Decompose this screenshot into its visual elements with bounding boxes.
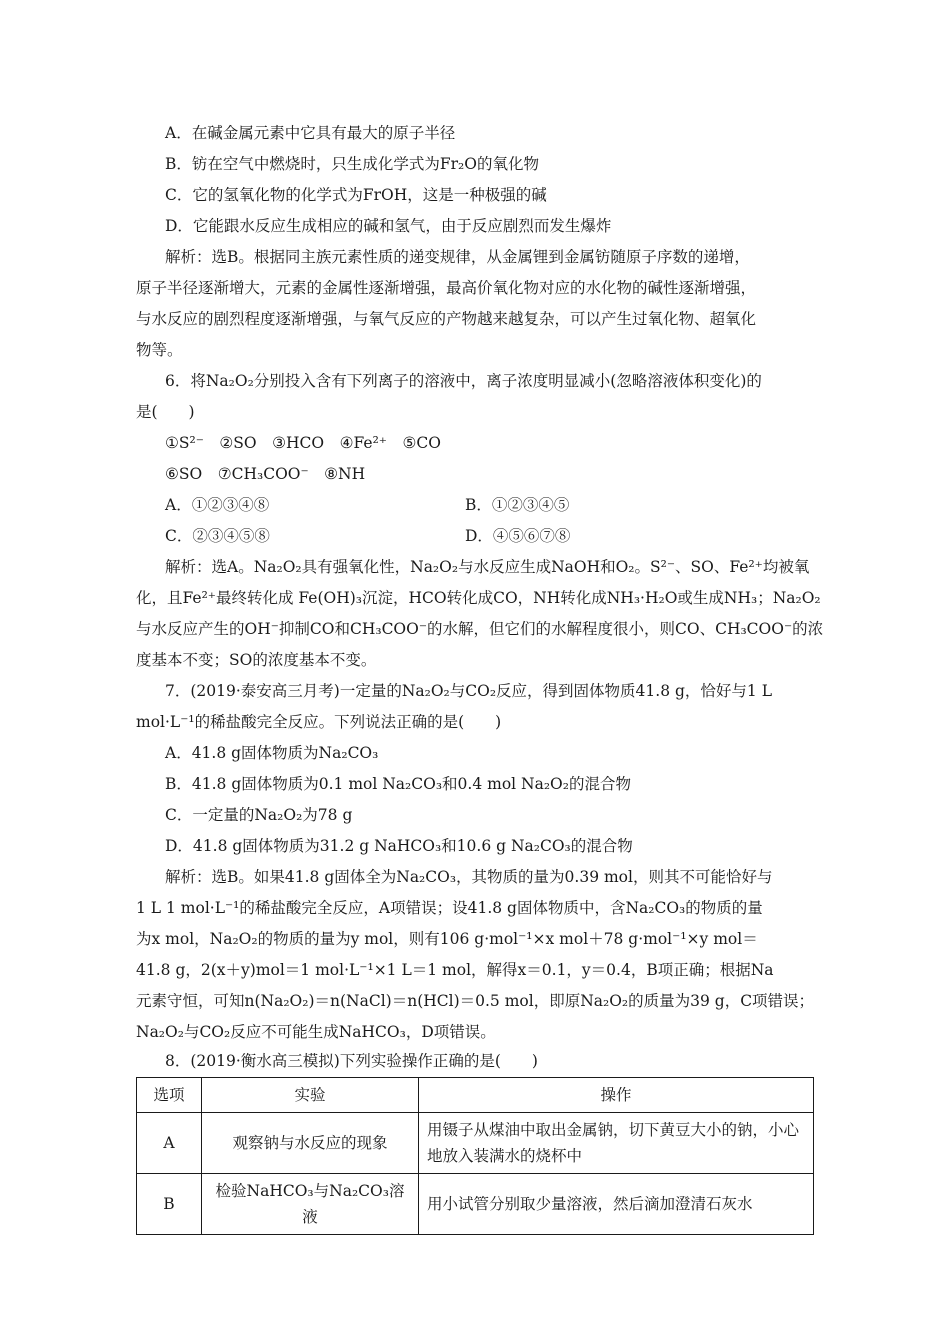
q6-analysis-line: 与水反应产生的OH⁻抑制CO和CH₃COO⁻的水解，但它们的水解程度很小，则CO、CH₃COO⁻的浓 [136,620,824,638]
q6-stem: 6．将Na₂O₂分别投入含有下列离子的溶液中，离子浓度明显减小(忽略溶液体积变化)的 [165,372,762,390]
table-header-cell: 选项 [137,1078,202,1113]
q7-option-b: B．41.8 g固体物质为0.1 mol Na₂CO₃和0.4 mol Na₂O₂的混合物 [165,775,631,793]
q6-option-d: D．④⑤⑥⑦⑧ [465,527,571,545]
q6-option-c: C．②③④⑤⑧ [165,527,270,545]
table-cell-option: A [137,1113,202,1174]
q5-analysis-line: 与水反应的剧烈程度逐渐增强，与氧气反应的产物越来越复杂，可以产生过氧化物、超氧化 [136,310,757,328]
q6-option-b: B．①②③④⑤ [465,496,570,514]
table-cell-experiment: 检验NaHCO₃与Na₂CO₃溶液 [202,1174,419,1235]
q8-stem: 8．(2019·衡水高三模拟)下列实验操作正确的是( ) [165,1052,538,1070]
table-header-row [137,1078,814,1113]
q5-analysis-line: 解析：选B。根据同主族元素性质的递变规律，从金属锂到金属钫随原子序数的递增， [165,248,750,266]
q5-analysis-line: 物等。 [136,341,183,359]
q7-stem: 7．(2019·泰安高三月考)一定量的Na₂O₂与CO₂反应，得到固体物质41.8 g，恰好与1 L [165,682,772,700]
q7-option-c: C．一定量的Na₂O₂为78 g [165,806,353,824]
table-header-cell: 操作 [419,1078,814,1113]
q6-analysis-line: 解析：选A。Na₂O₂具有强氧化性，Na₂O₂与水反应生成NaOH和O₂。S²⁻、SO、Fe²⁺均被氧 [165,558,810,576]
table-cell-operation: 用镊子从煤油中取出金属钠，切下黄豆大小的钠，小心地放入装满水的烧杯中 [419,1113,814,1174]
table-row [137,1174,814,1235]
q6-stem-cont: 是( ) [136,403,195,421]
q5-option-b: B．钫在空气中燃烧时，只生成化学式为Fr₂O的氧化物 [165,155,539,173]
table-cell-experiment: 观察钠与水反应的现象 [202,1113,419,1174]
table-cell-option: B [137,1174,202,1235]
table-row [137,1113,814,1174]
q7-stem-cont: mol·L⁻¹的稀盐酸完全反应。下列说法正确的是( ) [136,713,502,731]
experiment-table [136,1077,814,1235]
q7-analysis-line: 为x mol，Na₂O₂的物质的量为y mol，则有106 g·mol⁻¹×x mol＋78 g·mol⁻¹×y mol＝ [136,930,758,948]
q5-option-a: A．在碱金属元素中它具有最大的原子半径 [165,124,456,142]
q6-analysis-line: 度基本不变；SO的浓度基本不变。 [136,651,377,669]
q7-analysis-line: Na₂O₂与CO₂反应不可能生成NaHCO₃，D项错误。 [136,1023,496,1041]
q7-analysis-line: 解析：选B。如果41.8 g固体全为Na₂CO₃，其物质的量为0.39 mol，则其不可能恰好与 [165,868,773,886]
q7-option-a: A．41.8 g固体物质为Na₂CO₃ [165,744,379,762]
table-cell-operation: 用小试管分别取少量溶液，然后滴加澄清石灰水 [419,1174,814,1235]
q7-option-d: D．41.8 g固体物质为31.2 g NaHCO₃和10.6 g Na₂CO₃的混合物 [165,837,633,855]
table-header-cell: 实验 [202,1078,419,1113]
q6-ions-line: ①S²⁻ ②SO ③HCO ④Fe²⁺ ⑤CO [165,434,441,452]
q7-analysis-line: 41.8 g，2(x＋y)mol＝1 mol·L⁻¹×1 L＝1 mol，解得x＝0.1，y＝0.4，B项正确；根据Na [136,961,774,979]
q6-analysis-line: 化，且Fe²⁺最终转化成 Fe(OH)₃沉淀，HCO转化成CO，NH转化成NH₃·H₂O或生成NH₃；Na₂O₂ [136,589,821,607]
q5-option-d: D．它能跟水反应生成相应的碱和氢气，由于反应剧烈而发生爆炸 [165,217,612,235]
q7-analysis-line: 元素守恒，可知n(Na₂O₂)＝n(NaCl)＝n(HCl)＝0.5 mol，即原Na₂O₂的质量为39 g，C项错误； [136,992,815,1010]
q6-option-a: A．①②③④⑧ [165,496,270,514]
q5-analysis-line: 原子半径逐渐增大，元素的金属性逐渐增强，最高价氧化物对应的水化物的碱性逐渐增强， [136,279,757,297]
q6-ions-line: ⑥SO ⑦CH₃COO⁻ ⑧NH [165,465,366,483]
q5-option-c: C．它的氢氧化物的化学式为FrOH，这是一种极强的碱 [165,186,547,204]
q7-analysis-line: 1 L 1 mol·L⁻¹的稀盐酸完全反应，A项错误；设41.8 g固体物质中，含Na₂CO₃的物质的量 [136,899,763,917]
